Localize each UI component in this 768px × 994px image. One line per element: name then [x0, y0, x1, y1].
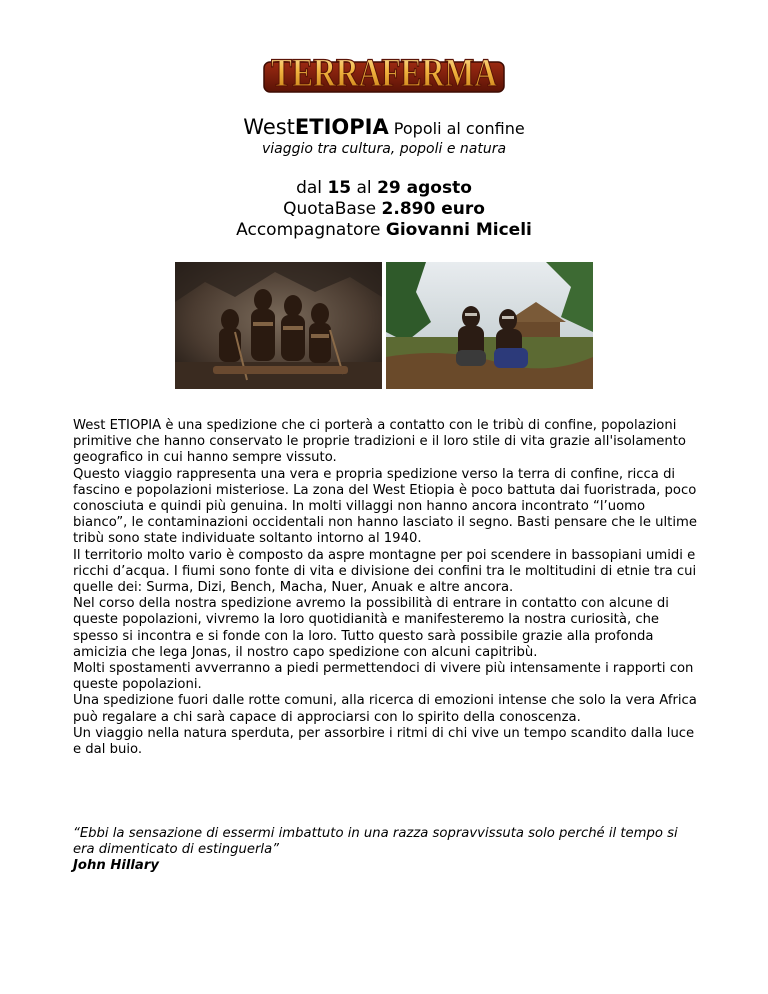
trip-dates — [0, 177, 768, 199]
description-paragraph: Molti spostamenti avverranno a piedi permettendoci di vivere più intensamente i rapporti con queste popolazioni. — [73, 661, 694, 693]
title-country: ETIOPIA — [294, 115, 389, 139]
page-subtitle: viaggio tra cultura, popoli e natura — [261, 141, 507, 157]
description-paragraph: Una spedizione fuori dalle rotte comuni, alla ricerca di emozioni intense che solo la vera Africa può regalare a chi sarà capace di approciarsi con lo spirito della conoscenza. — [73, 693, 697, 725]
dates-from-label: dal — [296, 178, 328, 198]
description-paragraph: Nel corso della nostra spedizione avremo la possibilità di entrare in contatto con alcune di queste popolazioni, vivremo la loro quotidianità e manifesteremo la nostra curiosità, che spesso si incontra e si fonde con la loro. Tutto questo sarà possibile grazie alla profonda amicizia che lega Jonas, il nostro capo spedizione con alcuni capitribù. — [73, 596, 669, 660]
quote-block — [73, 826, 703, 875]
terraferma-logo — [262, 42, 506, 94]
description-paragraph: Il territorio molto vario è composto da aspre montagne per poi scendere in bassopiani umidi e ricchi d’acqua. I fiumi sono fonte di vita e divisione dei confini tra le moltitudini di etnie tra cui quelle dei: Surma, Dizi, Bench, Macha, Nuer, Anuak e altre ancora. — [73, 547, 697, 596]
page-title — [0, 115, 768, 141]
description-paragraph: Questo viaggio rappresenta una vera e propria spedizione verso la terra di confine, ricca di fascino e popolazioni misteriose. La zona del West Etiopia è poco battuta dai fuoristrada, poco conosciuta e quindi più genuina. In molti villaggi non hanno ancora incontrato “l’uomo bianco”, le contaminazioni occidentali non hanno lasciato il segno. Basti pensare che le ultime tribù sono state individuate soltanto intorno al 1940. — [73, 466, 697, 547]
trip-price — [0, 198, 768, 220]
description-paragraph: West ETIOPIA è una spedizione che ci porterà a contatto con le tribù di confine, popolazioni primitive che hanno conservato le proprie tradizioni e il loro stile di vita grazie all'isolamento geografico in cui hanno sempre vissuto. — [73, 418, 686, 466]
guide-name: Giovanni Miceli — [385, 220, 532, 240]
title-prefix: West — [243, 115, 295, 139]
tribe-group-photo — [175, 262, 382, 389]
description — [73, 418, 703, 758]
dates-to: 29 agosto — [377, 178, 472, 198]
title-suffix: Popoli al confine — [388, 119, 525, 138]
logo-wordmark: TERRAFERMA — [271, 50, 498, 95]
price-value: 2.890 euro — [381, 199, 485, 219]
dates-to-label: al — [351, 178, 378, 198]
quote-author: John Hillary — [73, 858, 159, 874]
guide-label: Accompagnatore — [236, 220, 386, 240]
tribe-couple-photo — [386, 262, 593, 389]
trip-guide — [0, 219, 768, 241]
description-paragraph: Un viaggio nella natura sperduta, per assorbire i ritmi di chi vive un tempo scandito dalla luce e dal buio. — [73, 725, 695, 758]
price-label: QuotaBase — [283, 199, 382, 219]
dates-from: 15 — [327, 178, 352, 198]
quote-text: “Ebbi la sensazione di essermi imbattuto in una razza sopravvissuta solo perché il tempo si era dimenticato di estinguerla” — [73, 826, 678, 858]
